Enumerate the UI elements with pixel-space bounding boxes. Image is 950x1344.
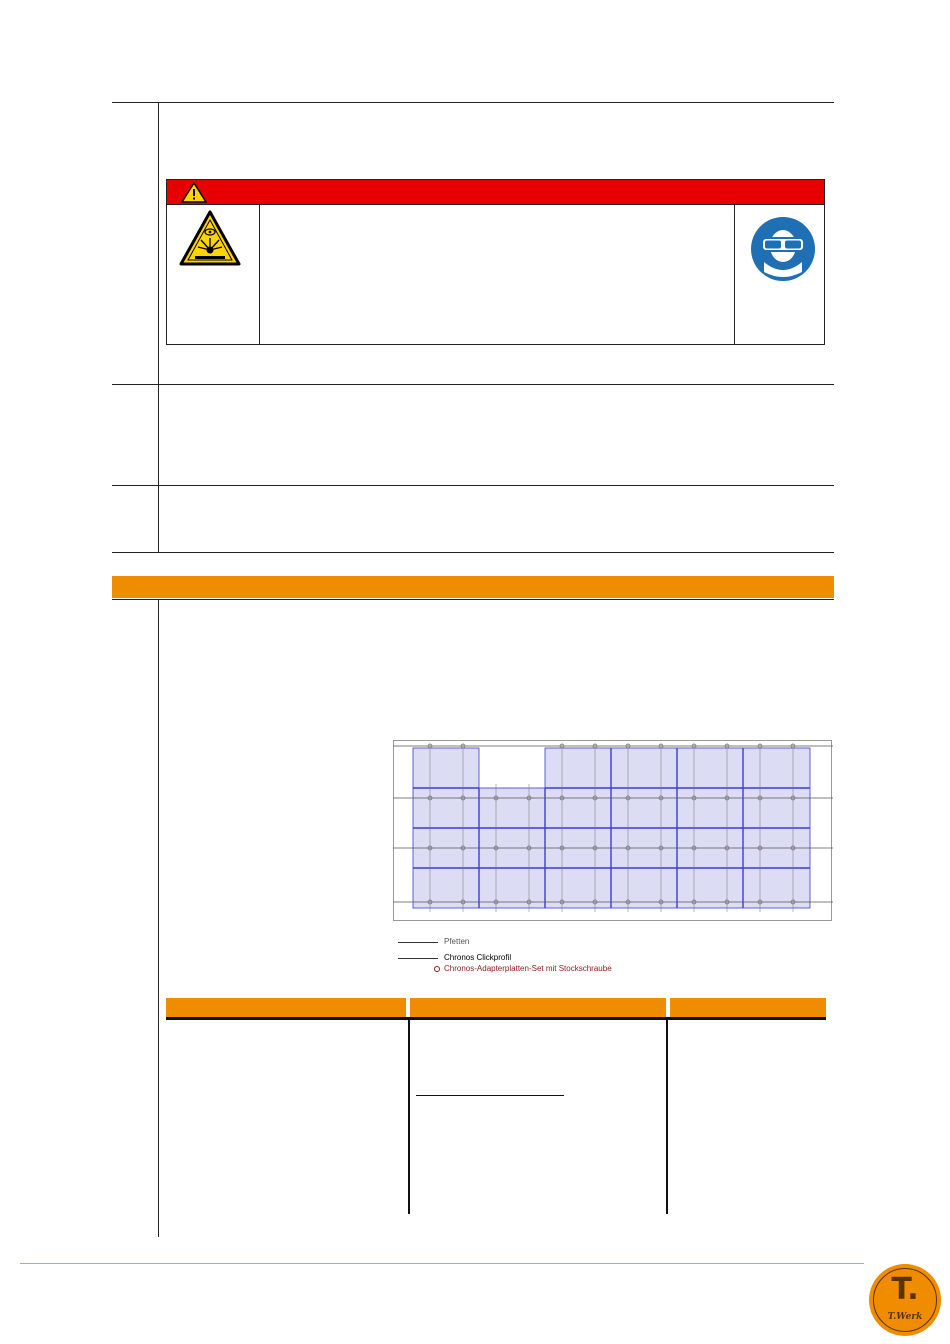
row-rule-3 [112, 485, 834, 486]
warning-divider-left [259, 205, 260, 344]
table-header-cell-2 [410, 998, 666, 1017]
left-column-rule-bottom [158, 599, 159, 1237]
table-cell-underline [416, 1095, 564, 1096]
warning-header-bar [167, 180, 824, 205]
roof-panel-layout-drawing [393, 740, 833, 922]
twerk-logo [869, 1264, 941, 1336]
warning-box [166, 179, 825, 345]
table-header-cell-3 [670, 998, 826, 1017]
warning-divider-right [734, 205, 735, 344]
explosion-hazard-icon [179, 210, 241, 266]
logo-mark: T. [891, 1272, 919, 1307]
logo-wordmark: T.Werk [887, 1312, 923, 1322]
warning-triangle-icon [181, 182, 207, 203]
eye-protection-icon [750, 216, 816, 282]
section-header-bar [112, 576, 834, 598]
row-rule-2 [112, 384, 834, 385]
legend-label-pfetten: Pfetten [444, 937, 470, 946]
legend-label-clickprofil: Chronos Clickprofil [444, 953, 512, 962]
row-rule-4 [112, 552, 834, 553]
top-rule [112, 102, 834, 103]
section-rule [112, 599, 834, 600]
table-col-rule-2 [666, 1020, 668, 1214]
table-col-rule-1 [408, 1020, 410, 1214]
legend-circle-marker-icon [434, 966, 440, 972]
legend-line-clickprofil [398, 958, 438, 959]
legend-label-adapterplatten: Chronos-Adapterplatten-Set mit Stockschraube [444, 964, 612, 973]
footer-rule [20, 1263, 864, 1264]
table-header-underline [166, 1017, 826, 1020]
table-header-cell-1 [166, 998, 406, 1017]
legend-line-pfetten [398, 942, 438, 943]
